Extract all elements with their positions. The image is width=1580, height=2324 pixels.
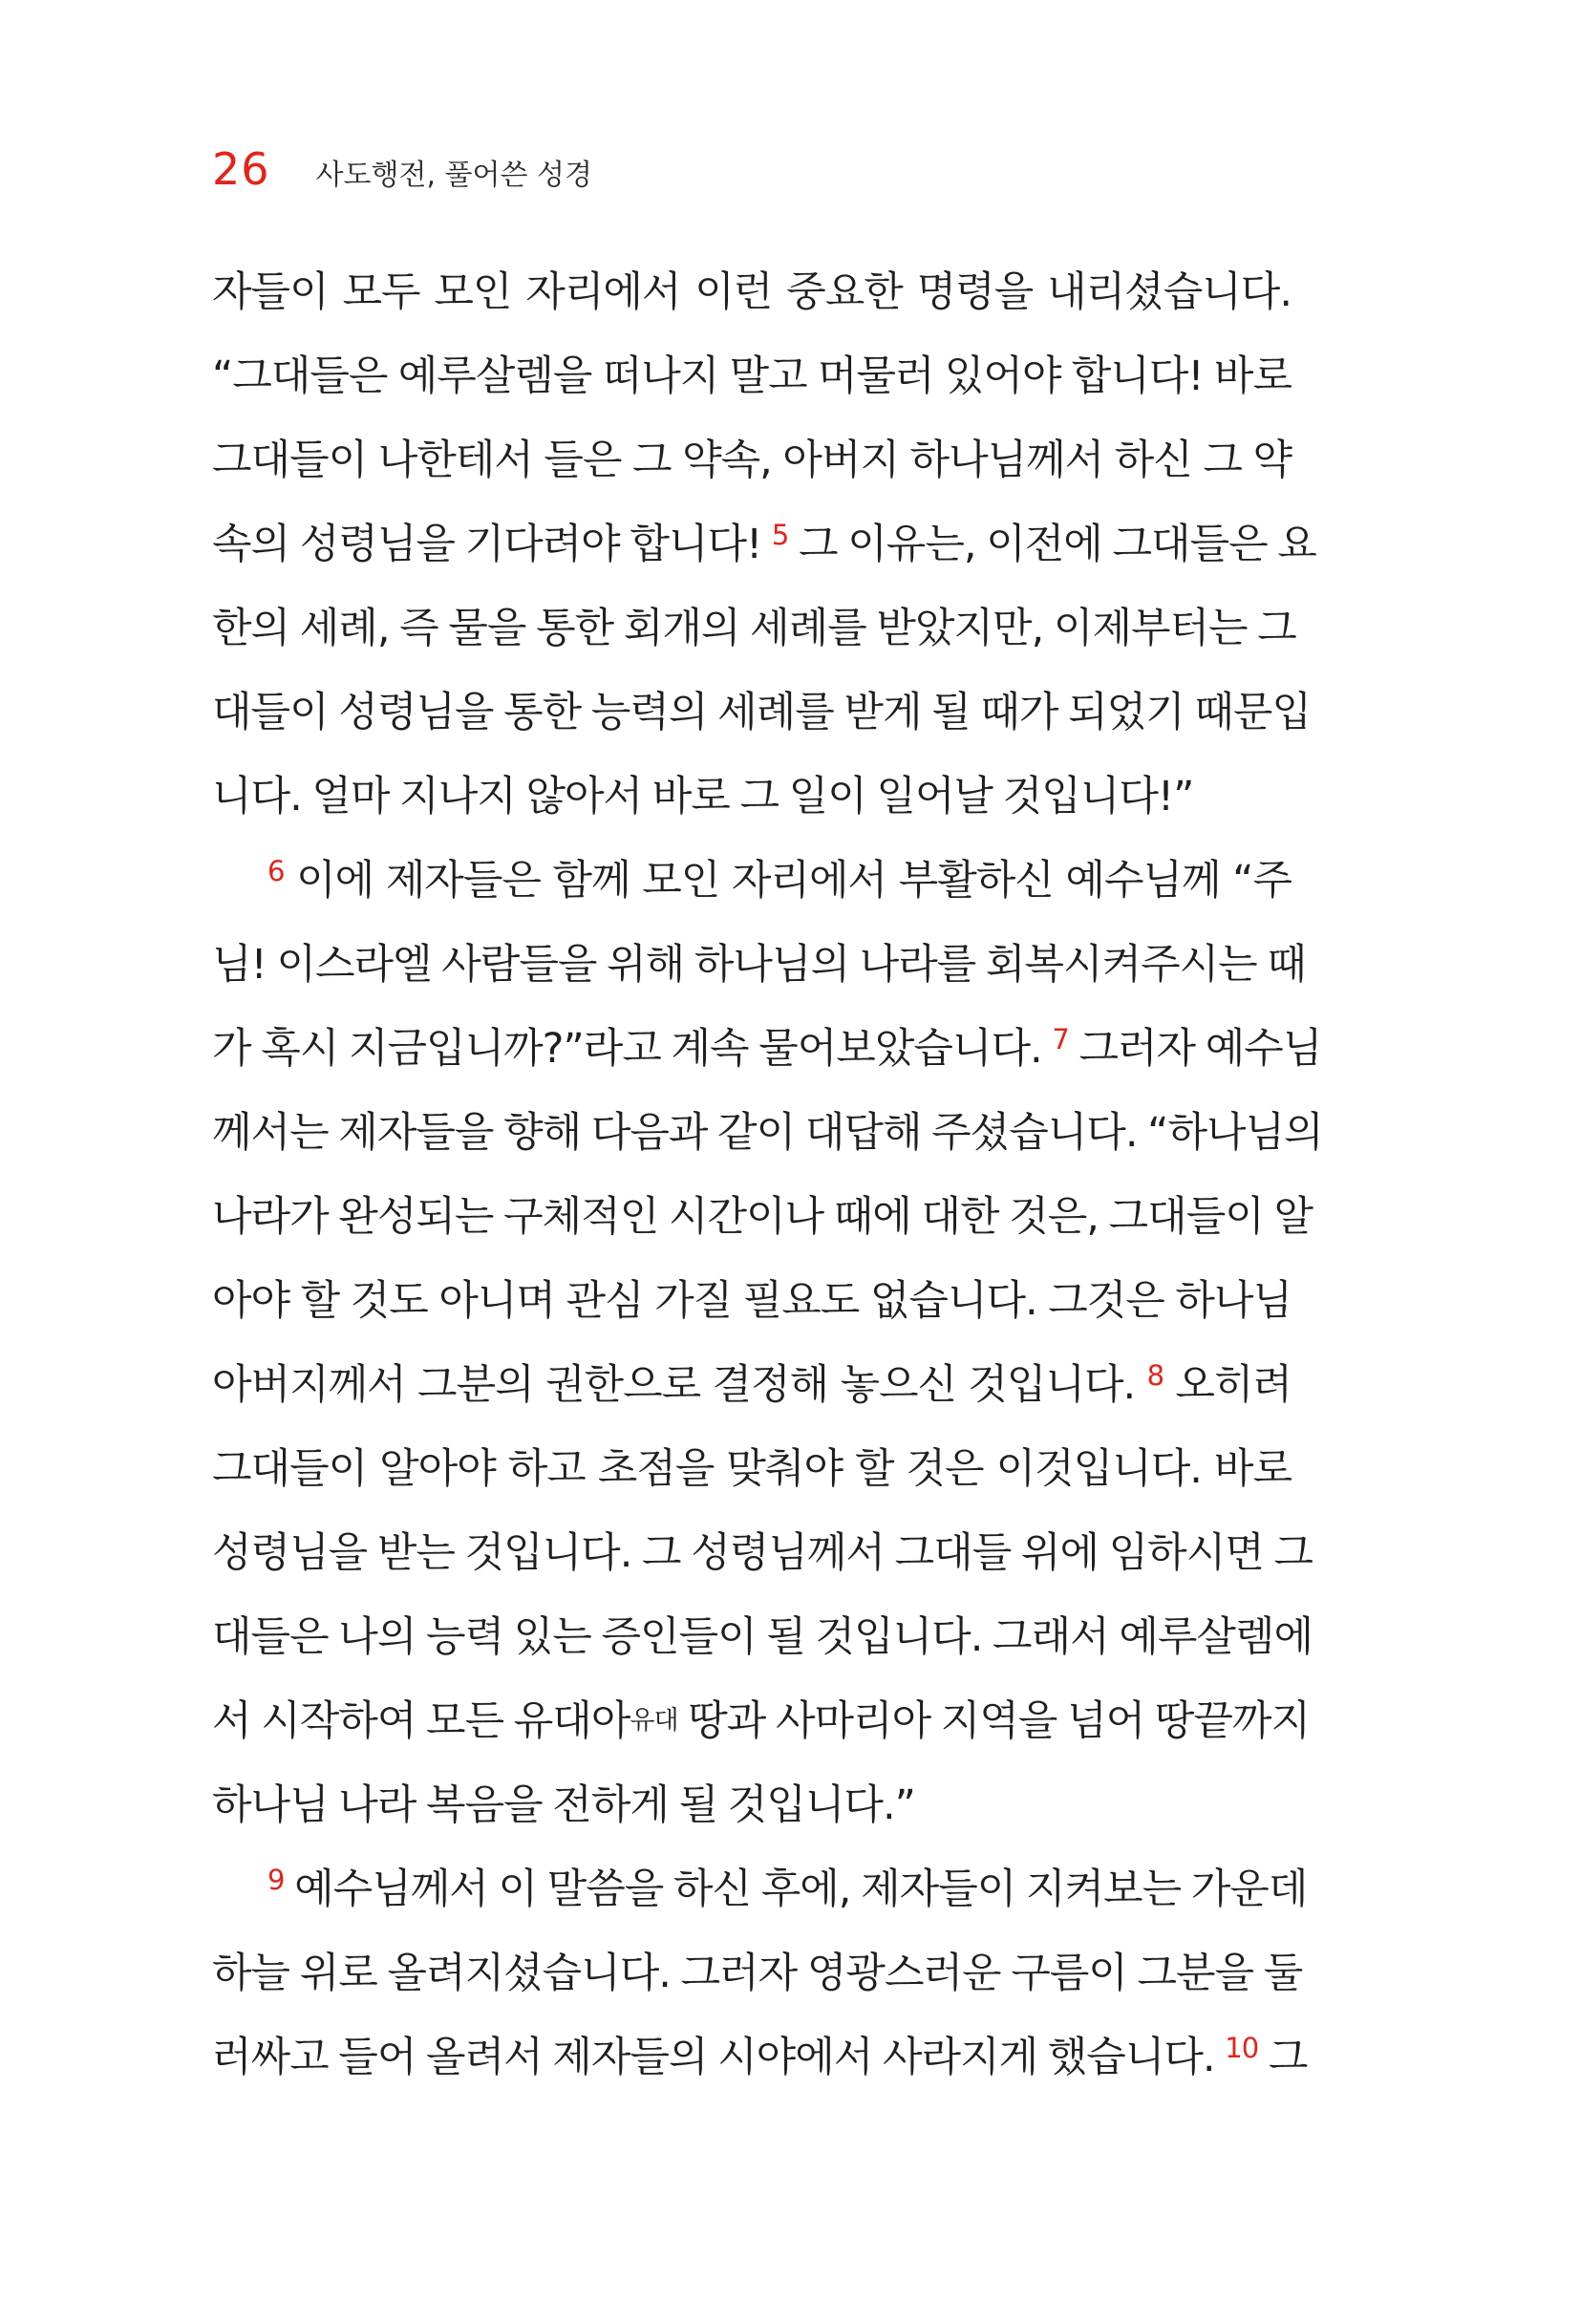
text-line: 대들이 성령님을 통한 능력의 세례를 받게 될 때가 되었기 때문입 — [212, 689, 1312, 736]
page-number: 26 — [212, 143, 270, 195]
verse-number: 7 — [1052, 1023, 1069, 1055]
verse-number: 8 — [1146, 1359, 1164, 1392]
text-line: 대들은 나의 능력 있는 증인들이 될 것입니다. 그래서 예루살렘에 — [212, 1613, 1313, 1661]
text-line: 서 시작하여 모든 유대아유대 땅과 사마리아 지역을 넘어 땅끝까지 — [212, 1697, 1310, 1745]
text-line: $^6$ 이에 제자들은 함께 모인 자리에서 부활하신 예수님께 “주 — [267, 855, 1292, 905]
running-title: 사도행전, 풀어쓴 성경 — [315, 159, 592, 192]
gloss-annotation: 유대 — [630, 1706, 678, 1736]
text-line: 아야 할 것도 아니며 관심 가질 필요도 없습니다. 그것은 하나님 — [212, 1277, 1292, 1325]
text-line: “그대들은 예루살렘을 떠나지 말고 머물러 있어야 합니다! 바로 — [212, 352, 1292, 400]
page-header — [212, 143, 592, 195]
text-line: 자들이 모두 모인 자리에서 이런 중요한 명령을 내리셨습니다. — [212, 268, 1292, 316]
text-line: 속의 성령님을 기다려야 합니다! $^5$ 그 이유는, 이전에 그대들은 요 — [212, 519, 1316, 568]
verse-number: 9 — [267, 1864, 285, 1896]
verse-number: 5 — [771, 519, 789, 551]
verse-number: 6 — [267, 855, 285, 887]
text-line: 가 혹시 지금입니까?”라고 계속 물어보았습니다. $^7$ 그러자 예수님 — [212, 1023, 1322, 1073]
verse-number: 10 — [1225, 2032, 1259, 2064]
text-line: 께서는 제자들을 향해 다음과 같이 대답해 주셨습니다. “하나님의 — [212, 1109, 1323, 1157]
text-line: 그대들이 알아야 하고 초점을 맞춰야 할 것은 이것입니다. 바로 — [212, 1445, 1292, 1493]
text-line: 니다. 얼마 지나지 않아서 바로 그 일이 일어날 것입니다!” — [212, 773, 1194, 821]
text-line: 님! 이스라엘 사람들을 위해 하나님의 나라를 회복시켜주시는 때 — [212, 941, 1306, 989]
text-line: 그대들이 나한테서 들은 그 약속, 아버지 하나님께서 하신 그 약 — [212, 437, 1292, 484]
text-line: $^9$ 예수님께서 이 말씀을 하신 후에, 제자들이 지켜보는 가운데 — [267, 1864, 1308, 1913]
text-line: 아버지께서 그분의 권한으로 결정해 놓으신 것입니다. $^8$ 오히려 — [212, 1359, 1292, 1409]
body-text — [212, 250, 1323, 2100]
text-line: 러싸고 들어 올려서 제자들의 시야에서 사라지게 했습니다. $^{10}$ 그 — [212, 2032, 1308, 2081]
text-line: 성령님을 받는 것입니다. 그 성령님께서 그대들 위에 임하시면 그 — [212, 1529, 1313, 1577]
text-line: 한의 세례, 즉 물을 통한 회개의 세례를 받았지만, 이제부터는 그 — [212, 605, 1296, 652]
text-line: 하나님 나라 복음을 전하게 될 것입니다.” — [212, 1781, 915, 1829]
text-line: 하늘 위로 올려지셨습니다. 그러자 영광스러운 구름이 그분을 둘 — [212, 1950, 1303, 1997]
text-line: 나라가 완성되는 구체적인 시간이나 때에 대한 것은, 그대들이 알 — [212, 1193, 1313, 1241]
